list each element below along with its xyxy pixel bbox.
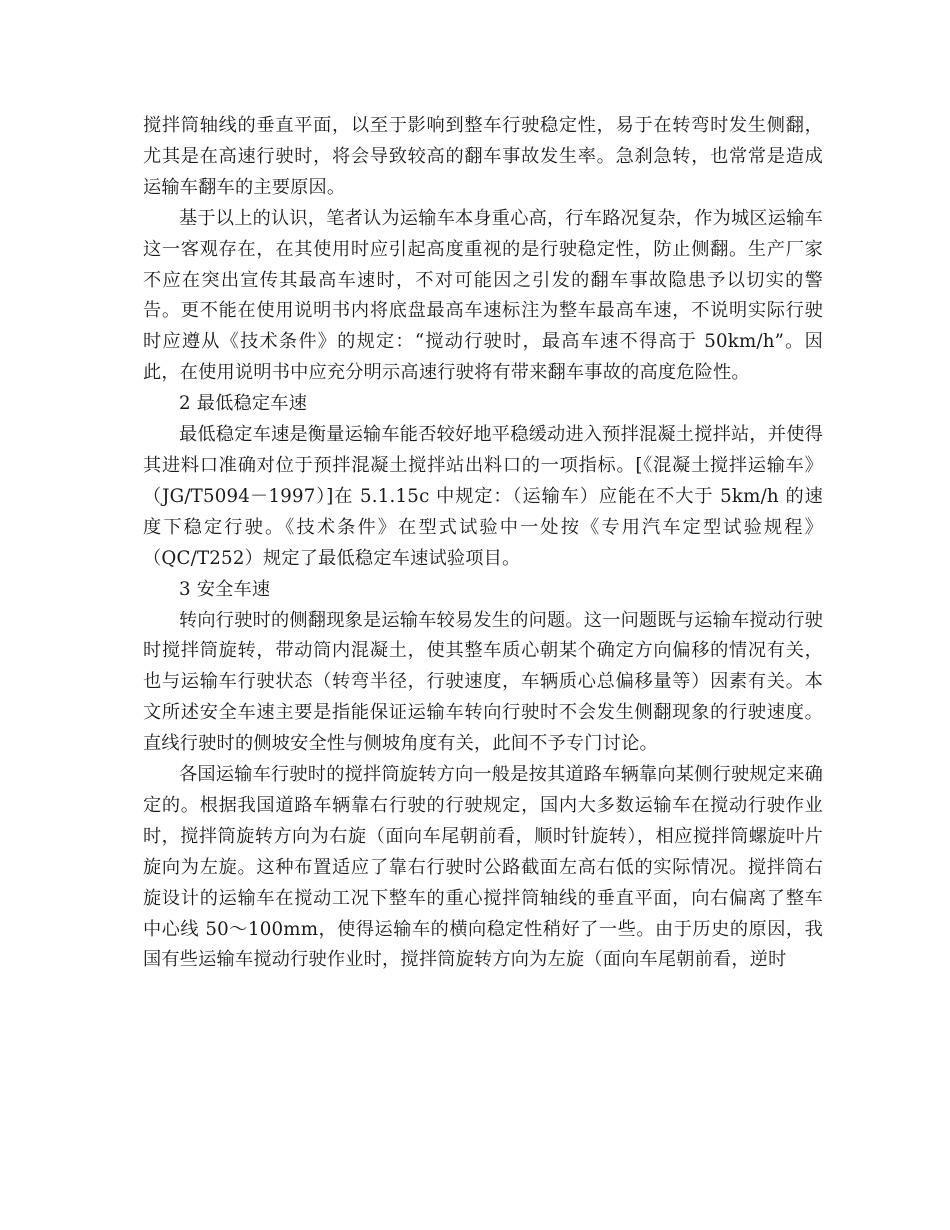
paragraph-safety-awareness: 基于以上的认识，笔者认为运输车本身重心高，行车路况复杂，作为城区运输车这一客观存在，在其使用时应引起高度重视的是行驶稳定性，防止侧翻。生产厂家不应在突出宣传其最高车速时，不对可能因之引发的翻车事故隐患予以切实的警告。更不能在使用说明书内将底盘最高车速标注为整车最高车速，不说明实际行驶时应遵从《技术条件》的规定：“搅动行驶时，最高车速不得高于 50km/h”。因此，在使用说明书中应充分明示高速行驶将有带来翻车事故的高度危险性。 — [143, 207, 823, 384]
paragraph-continuation: 搅拌筒轴线的垂直平面，以至于影响到整车行驶稳定性，易于在转弯时发生侧翻，尤其是在高速行驶时，将会导致较高的翻车事故发生率。急刹急转，也常常是造成运输车翻车的主要原因。 — [143, 115, 823, 198]
paragraph-min-stable-speed: 最低稳定车速是衡量运输车能否较好地平稳缓动进入预拌混凝土搅拌站，并使得其进料口准确对位于预拌混凝土搅拌站出料口的一项指标。[《混凝土搅拌运输车》（JG/T5094－1997）]在 5.1.15c 中规定：（运输车）应能在不大于 5km/h 的速度下稳定行驶。《技术条件》在型式试验中一处按《专用汽车定型试验规程》（QC/T252）规定了最低稳定车速试验项目。 — [143, 424, 823, 569]
section-heading-safe-speed: 3 安全车速 — [179, 578, 271, 600]
paragraph-rollover: 转向行驶时的侧翻现象是运输车较易发生的问题。这一问题既与运输车搅动行驶时搅拌筒旋转，带动筒内混凝土，使其整车质心朝某个确定方向偏移的情况有关，也与运输车行驶状态（转弯半径，行驶速度，车辆质心总偏移量等）因素有关。本文所述安全车速主要是指能保证运输车转向行驶时不会发生侧翻现象的行驶速度。直线行驶时的侧坡安全性与侧坡角度有关，此间不予专门讨论。 — [143, 609, 823, 755]
section-heading-min-stable-speed: 2 最低稳定车速 — [179, 393, 308, 415]
paragraph-drum-rotation: 各国运输车行驶时的搅拌筒旋转方向一般是按其道路车辆靠向某侧行驶规定来确定的。根据我国道路车辆靠右行驶的行驶规定，国内大多数运输车在搅动行驶作业时，搅拌筒旋转方向为右旋（面向车尾朝前看，顺时针旋转），相应搅拌筒螺旋叶片旋向为左旋。这种布置适应了靠右行驶时公路截面左高右低的实际情况。搅拌筒右旋设计的运输车在搅动工况下整车的重心搅拌筒轴线的垂直平面，向右偏离了整车中心线 50～100mm，使得运输车的横向稳定性稍好了一些。由于历史的原因，我国有些运输车搅动行驶作业时，搅拌筒旋转方向为左旋（面向车尾朝前看，逆时 — [143, 764, 823, 971]
body-text — [143, 111, 823, 976]
